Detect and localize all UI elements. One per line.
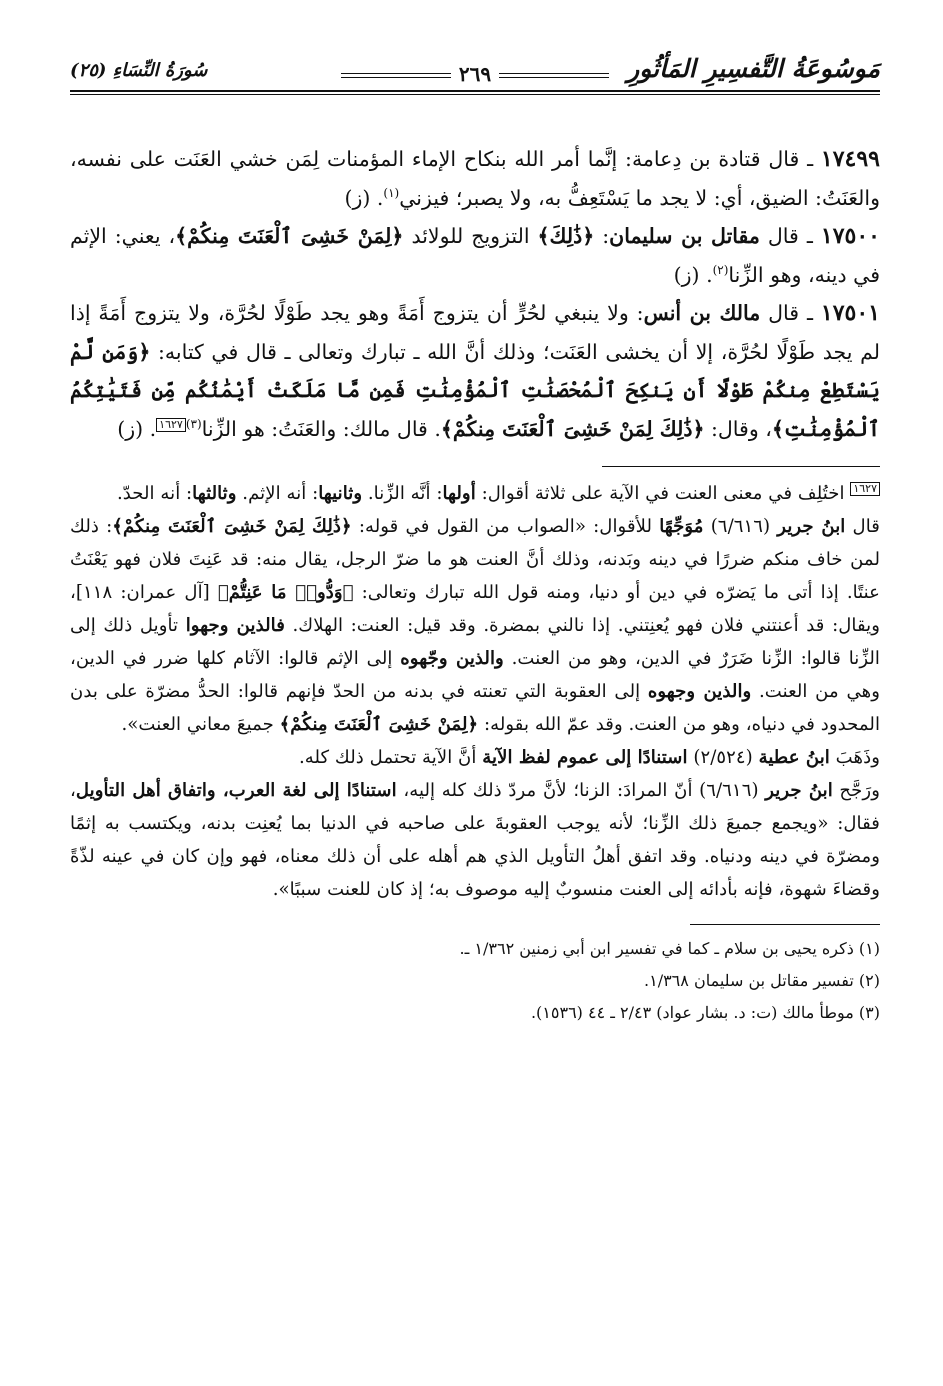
book-title: مَوسُوعَةُ التَّفسِيرِ المَأثُورِ [627,54,880,83]
commentary-text: : أنَّه الزِّنا. [362,483,443,504]
scholar-name: ابنُ جرير [777,516,846,537]
page-number: ٢٦٩ [458,62,492,86]
narration-17501 [70,294,880,448]
narration-text: ، يعني: الإثم في دينه، وهو الزِّنا [70,224,880,287]
quran-quote: ﴿لِمَنْ خَشِىَ ٱلْعَنَتَ مِنكُمْ﴾ [175,224,404,248]
commentary-text: ، فقال: «ويجمع جميعَ ذلك الزِّنا؛ لأنه يوجب العقوبةَ على صاحبه في الدنيا بما يُعنِت بدنه، ويكتسب به إثمًا ومضرّة في دينه ودنياه. وقد اتفق أهلُ التأويل الذي هم أهله على أن ذلك معناه، فهو وإن كان في عينه لذّةً وقضاءَ شهوة، فإنه بأدائه إلى العنت منسوبٌ إليه موصوف به؛ إذ كان للعنت سببًا». [70,780,880,900]
narration-text: التزويج للولائد [403,224,538,248]
quran-quote: ﴿وَدُّوا۟ مَا عَنِتُّمْ﴾ [217,582,354,603]
commentary-number-box: ١٦٢٧ [850,482,880,496]
footnote-1: (١) ذكره يحيى بن سلام ـ كما في تفسير ابن أبي زمنين ١/٣٦٢ ـ. [459,939,880,958]
commentary-ibn-jarir [70,510,880,741]
commentary-text: (٢/٥٢٤) [687,747,759,768]
commentary-text: للأقوال: «الصواب من القول في قوله: [351,516,660,537]
bold-term: استنادًا إلى عموم لفظ الآية [482,747,688,768]
main-text [70,140,880,448]
commentary-text: أنَّ الآية تحتمل ذلك كله. [298,747,483,768]
bold-term: والذين وجّهوه [400,648,504,669]
footnote-3: (٣) موطأ مالك (ت: د. بشار عواد) ٢/٤٣ ـ ٤٤ (١٥٣٦). [530,1003,880,1022]
narration-text: : [594,224,610,248]
ornament-line [341,73,451,78]
footnote-ref[interactable]: (٢) [712,262,729,277]
book-page [70,52,880,1029]
commentary [70,477,880,906]
commentary-text: (٦/٦١٦) [703,516,778,537]
header-rule [70,94,880,95]
bold-term: والذين وجهوه [647,681,752,702]
footnote-ref[interactable]: (٣) [185,416,202,431]
commentary-preference [70,774,880,906]
bold-term: استنادًا إلى لغة العرب، واتفاق أهل التأويل [75,780,397,801]
commentary-text: جميعَ معاني العنت». [121,714,280,735]
narration-end: . (ز) [673,262,713,287]
footnote-separator [690,924,880,925]
commentary-text: : أنه الإثم. [236,483,319,504]
narration-number: ١٧٤٩٩ [820,146,880,172]
bold-term: وثالثها [192,483,237,504]
bold-term: أولها [442,483,476,504]
footnote-ref[interactable]: (١) [383,185,400,200]
narration-17500 [70,217,880,294]
narration-17499 [70,140,880,217]
commentary-ibn-atiyya [70,741,880,774]
scholar-name: ابنُ عطية [758,747,830,768]
narration-text: ، وقال: [704,416,772,441]
quran-quote: ﴿لِمَنْ خَشِىَ ٱلْعَنَتَ مِنكُمْ﴾ [279,714,479,735]
footnote-2: (٢) تفسير مقاتل بن سليمان ١/٣٦٨. [644,971,880,990]
ornament-line [499,73,609,78]
commentary-intro [70,477,880,510]
narration-text: ـ قال قتادة بن دِعامة: إنَّما أمر الله بنكاح الإماء المؤمنات لِمَن خشي العَنَت على نفسه، والعَنَتُ: الضيق، أي: لا يجد ما يَسْتَعِفُّ به، ولا يصبر؛ فيزني [70,147,880,210]
narration-text: ـ قال [768,301,813,325]
narration-number: ١٧٥٠١ [820,300,880,326]
commentary-text: إلى الإثم قالوا: الآثام كلها ضرر في الدين، وهي من العنت. [70,648,880,702]
narration-text: : ولا ينبغي لحُرٍّ أن يتزوج أَمَةً وهو يجد طَوْلًا لحُرَّة، ولا يتزوج أَمَةً إذا لم يجد طَوْلًا لحُرَّة، إلا أن يخشى العَنَت؛ وذلك أنَّ الله ـ تبارك وتعالى ـ قال في كتابه: [70,301,880,364]
commentary-ref-box[interactable]: ١٦٢٧ [156,418,186,432]
commentary-text: قال [845,516,880,537]
bold-term: مُوَجِّهًا [659,516,704,537]
quran-quote: ﴿ذَٰلِكَ لِمَنْ خَشِىَ ٱلْعَنَتَ مِنكُمْ﴾ [112,516,352,537]
quran-quote: ﴿ذَٰلِكَ﴾ [537,224,595,248]
commentary-text: (٦/٦١٦) أنّ المرادَ: الزنا؛ لأنَّ مردّ ذلك كله إليه، [396,780,766,801]
commentary-text: وذَهَبَ [829,747,880,768]
quran-quote: ﴿وَمَن لَّمْ يَسْتَطِعْ مِنكُمْ طَوْلًا أَن يَنكِحَ ٱلْمُحْصَنَٰتِ ٱلْمُؤْمِنَٰتِ فَمِن مَّا مَلَكَتْ أَيْمَٰنُكُم مِّن فَتَيَٰتِكُمُ ٱلْمُؤْمِنَٰتِ﴾ [70,339,880,441]
commentary-text: اختُلِف في معنى العنت في الآية على ثلاثة أقوال: [475,483,851,504]
commentary-text: ورَجَّح [832,780,880,801]
page-header [70,52,880,92]
narration-end: . (ز) [344,185,384,210]
narration-text: . قال مالك: والعَنَتُ: هو الزِّنا [201,416,441,441]
commentary-text: : ذلك لمن خاف منكم ضررًا في دينه وبَدنه، وذلك أنَّ العنت هو ما ضرّ الرجل، يقال منه: قد عَنِتَ فلان فهو يَعْنَتُ عنتًا. إذا أتى ما يَضرّه في دين أو دنيا، ومنه قول الله تبارك وتعالى: [70,516,881,603]
scholar-name: ابنُ جرير [765,780,833,801]
commentary-text: تأويل ذلك إلى الزِّنا قالوا: الزِّنا ضَرَرٌ في الدين، وهو من العنت. [70,615,880,669]
narration-number: ١٧٥٠٠ [820,223,880,249]
narrator-name: مقاتل بن سليمان [609,224,760,248]
commentary-text: [آل عمران: ١١٨]، ويقال: قد أعنتني فلان فهو يُعنِتني. إذا نالني بمضرة. وقد قيل: العنت: الهلاك. [70,582,880,636]
narrator-name: مالك بن أنس [643,301,761,325]
narration-text: ـ قال [767,224,813,248]
commentary-separator [602,466,880,467]
commentary-text: إلى العقوبة التي تعنته في بدنه من الحدّ فإنهم قالوا: الحدُّ مضرّة على بدن المحدود في دنياه، وهو من العنت. وقد عمّ الله بقوله: [70,681,880,735]
bold-term: وثانيها [318,483,363,504]
commentary-text: : أنه الحدّ. [116,483,193,504]
narration-end: . (ز) [117,416,157,441]
bold-term: فالذين وجهوا [185,615,285,636]
header-rule [70,90,880,92]
surah-label: سُورَةُ النِّسَاءِ (٢٥) [70,60,208,81]
footnotes [70,933,880,1029]
quran-quote: ﴿ذَٰلِكَ لِمَنْ خَشِىَ ٱلْعَنَتَ مِنكُمْ﴾ [440,416,705,441]
